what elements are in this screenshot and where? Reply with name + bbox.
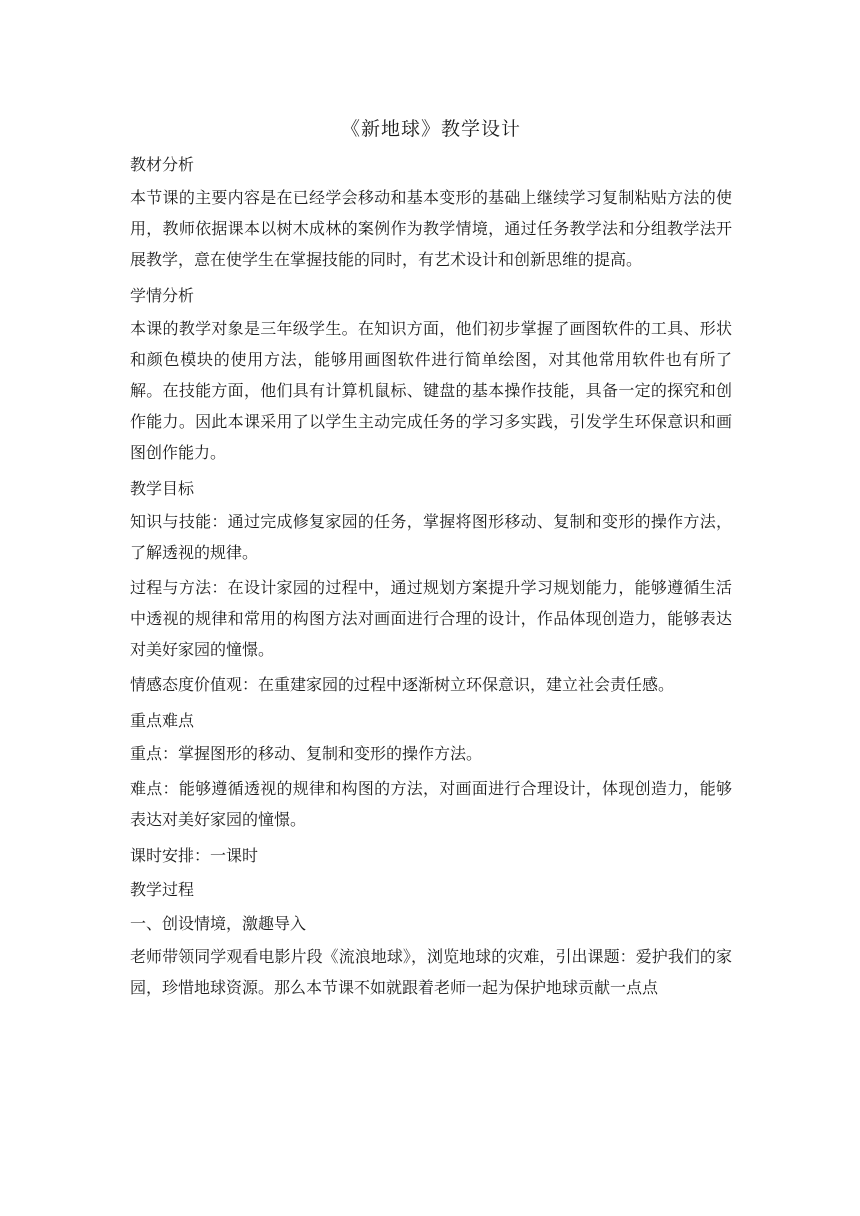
- section-heading-material: 教材分析: [130, 155, 195, 174]
- keypoint-difficulty-paragraph: 难点：能够遵循透视的规律和构图的方法，对画面进行合理设计，体现创造力，能够表达对美好家园的憧憬。: [130, 779, 732, 829]
- goal-knowledge-paragraph: 知识与技能：通过完成修复家园的任务，掌握将图形移动、复制和变形的操作方法，了解透视的规律。: [130, 512, 732, 562]
- process-step1-paragraph: 老师带领同学观看电影片段《流浪地球》，浏览地球的灾难，引出课题：爱护我们的家园，珍惜地球资源。那么本节课不如就跟着老师一起为保护地球贡献一点点: [130, 947, 732, 997]
- section-heading-process: 教学过程: [130, 880, 195, 899]
- document-title: 《新地球》教学设计: [340, 118, 521, 140]
- section-heading-goals: 教学目标: [130, 479, 195, 498]
- keypoint-key-paragraph: 重点：掌握图形的移动、复制和变形的操作方法。: [130, 744, 483, 763]
- process-step1-heading: 一、创设情境，激趣导入: [130, 914, 307, 933]
- section-heading-students: 学情分析: [130, 286, 195, 305]
- goal-emotion-paragraph: 情感态度价值观：在重建家园的过程中逐渐树立环保意识，建立社会责任感。: [130, 675, 675, 694]
- document-page: [130, 112, 732, 1007]
- schedule-line: 课时安排：一课时: [130, 846, 259, 865]
- material-paragraph: 本节课的主要内容是在已经学会移动和基本变形的基础上继续学习复制粘贴方法的使用，教师依据课本以树木成林的案例作为教学情境，通过任务教学法和分组教学法开展教学，意在使学生在掌握技能的同时，有艺术设计和创新思维的提高。: [130, 188, 732, 269]
- goal-process-paragraph: 过程与方法：在设计家园的过程中，通过规划方案提升学习规划能力，能够遵循生活中透视的规律和常用的构图方法对画面进行合理的设计，作品体现创造力，能够表达对美好家园的憧憬。: [130, 578, 732, 659]
- section-heading-keypoints: 重点难点: [130, 711, 195, 730]
- students-paragraph: 本课的教学对象是三年级学生。在知识方面，他们初步掌握了画图软件的工具、形状和颜色模块的使用方法，能够用画图软件进行简单绘图，对其他常用软件也有所了解。在技能方面，他们具有计算机鼠标、键盘的基本操作技能，具备一定的探究和创作能力。因此本课采用了以学生主动完成任务的学习多实践，引发学生环保意识和画图创作能力。: [130, 319, 732, 462]
